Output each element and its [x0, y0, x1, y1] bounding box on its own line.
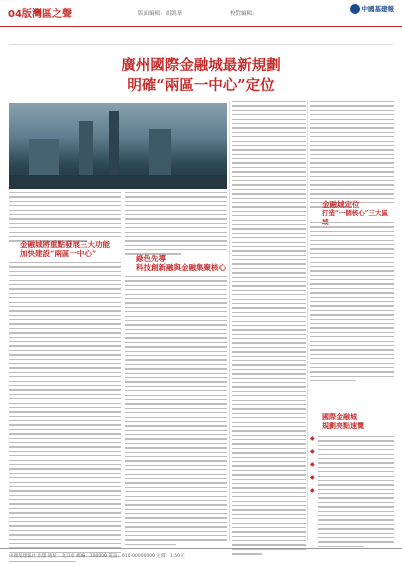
right-col-text-1 — [310, 101, 394, 211]
right-subhead-line-1: 金融城定位 — [322, 200, 360, 209]
left-col-text-1 — [9, 192, 121, 245]
bullet-icon: ◆ — [310, 461, 315, 468]
section-name: 灣區之聲 — [32, 9, 72, 20]
column-divider — [307, 101, 308, 541]
right-subhead-line-2: 打造“一個核心”三大區 — [322, 209, 388, 217]
left-subhead — [20, 240, 120, 258]
left-col-text-2 — [9, 262, 121, 565]
bullet-icon: ◆ — [310, 487, 315, 494]
logo-text: 中國基建報 — [361, 5, 394, 13]
column-divider — [229, 101, 230, 541]
page-header — [0, 0, 402, 27]
title-line-1: 廣州國際金融城最新規劃 — [121, 57, 281, 74]
bullet-icon: ◆ — [310, 474, 315, 481]
col3-text-1 — [232, 101, 306, 558]
top-rule — [9, 44, 393, 45]
article-title — [60, 56, 342, 96]
center-subhead — [136, 254, 226, 272]
building — [149, 129, 171, 179]
page-number: 04版 — [8, 9, 32, 20]
title-line-2: 明確“兩區一中心”定位 — [127, 77, 275, 94]
highlights-text — [318, 436, 394, 550]
left-subhead-line-1: 金融城將重點發展三大功能 — [20, 240, 110, 249]
highlights-title-line-2: 規劃亮點速覽 — [322, 421, 364, 430]
mid-col-text-2 — [125, 276, 227, 548]
highlights-box-title — [322, 412, 394, 430]
logo-icon — [350, 4, 360, 14]
bullet-icon: ◆ — [310, 435, 315, 442]
editor-credit: 版面編輯：胡凱華 — [138, 11, 183, 17]
river — [9, 175, 227, 189]
mid-col-text-1 — [125, 192, 227, 258]
article-photo — [9, 103, 227, 189]
page-footer — [0, 548, 402, 564]
right-col-text-2 — [310, 222, 394, 384]
highlights-bullets — [310, 434, 315, 495]
designer-credit: 校對編輯： — [230, 11, 258, 17]
center-subhead-line-2: 科技創新融與金融集聚核心 — [136, 263, 226, 272]
footer-text: 中國基建報社 出版 地址：北京市 郵編：100000 電話：010-00000000 定價：1.50元 — [9, 554, 185, 559]
bullet-icon: ◆ — [310, 448, 315, 455]
left-subhead-line-2: 加快建設“兩區一中心” — [20, 249, 97, 258]
highlights-title-line-1: 國際金融城 — [322, 412, 357, 421]
newspaper-logo — [350, 4, 395, 14]
center-subhead-line-1: 綠色先導 — [136, 254, 166, 263]
building — [79, 121, 93, 179]
building — [109, 111, 119, 181]
